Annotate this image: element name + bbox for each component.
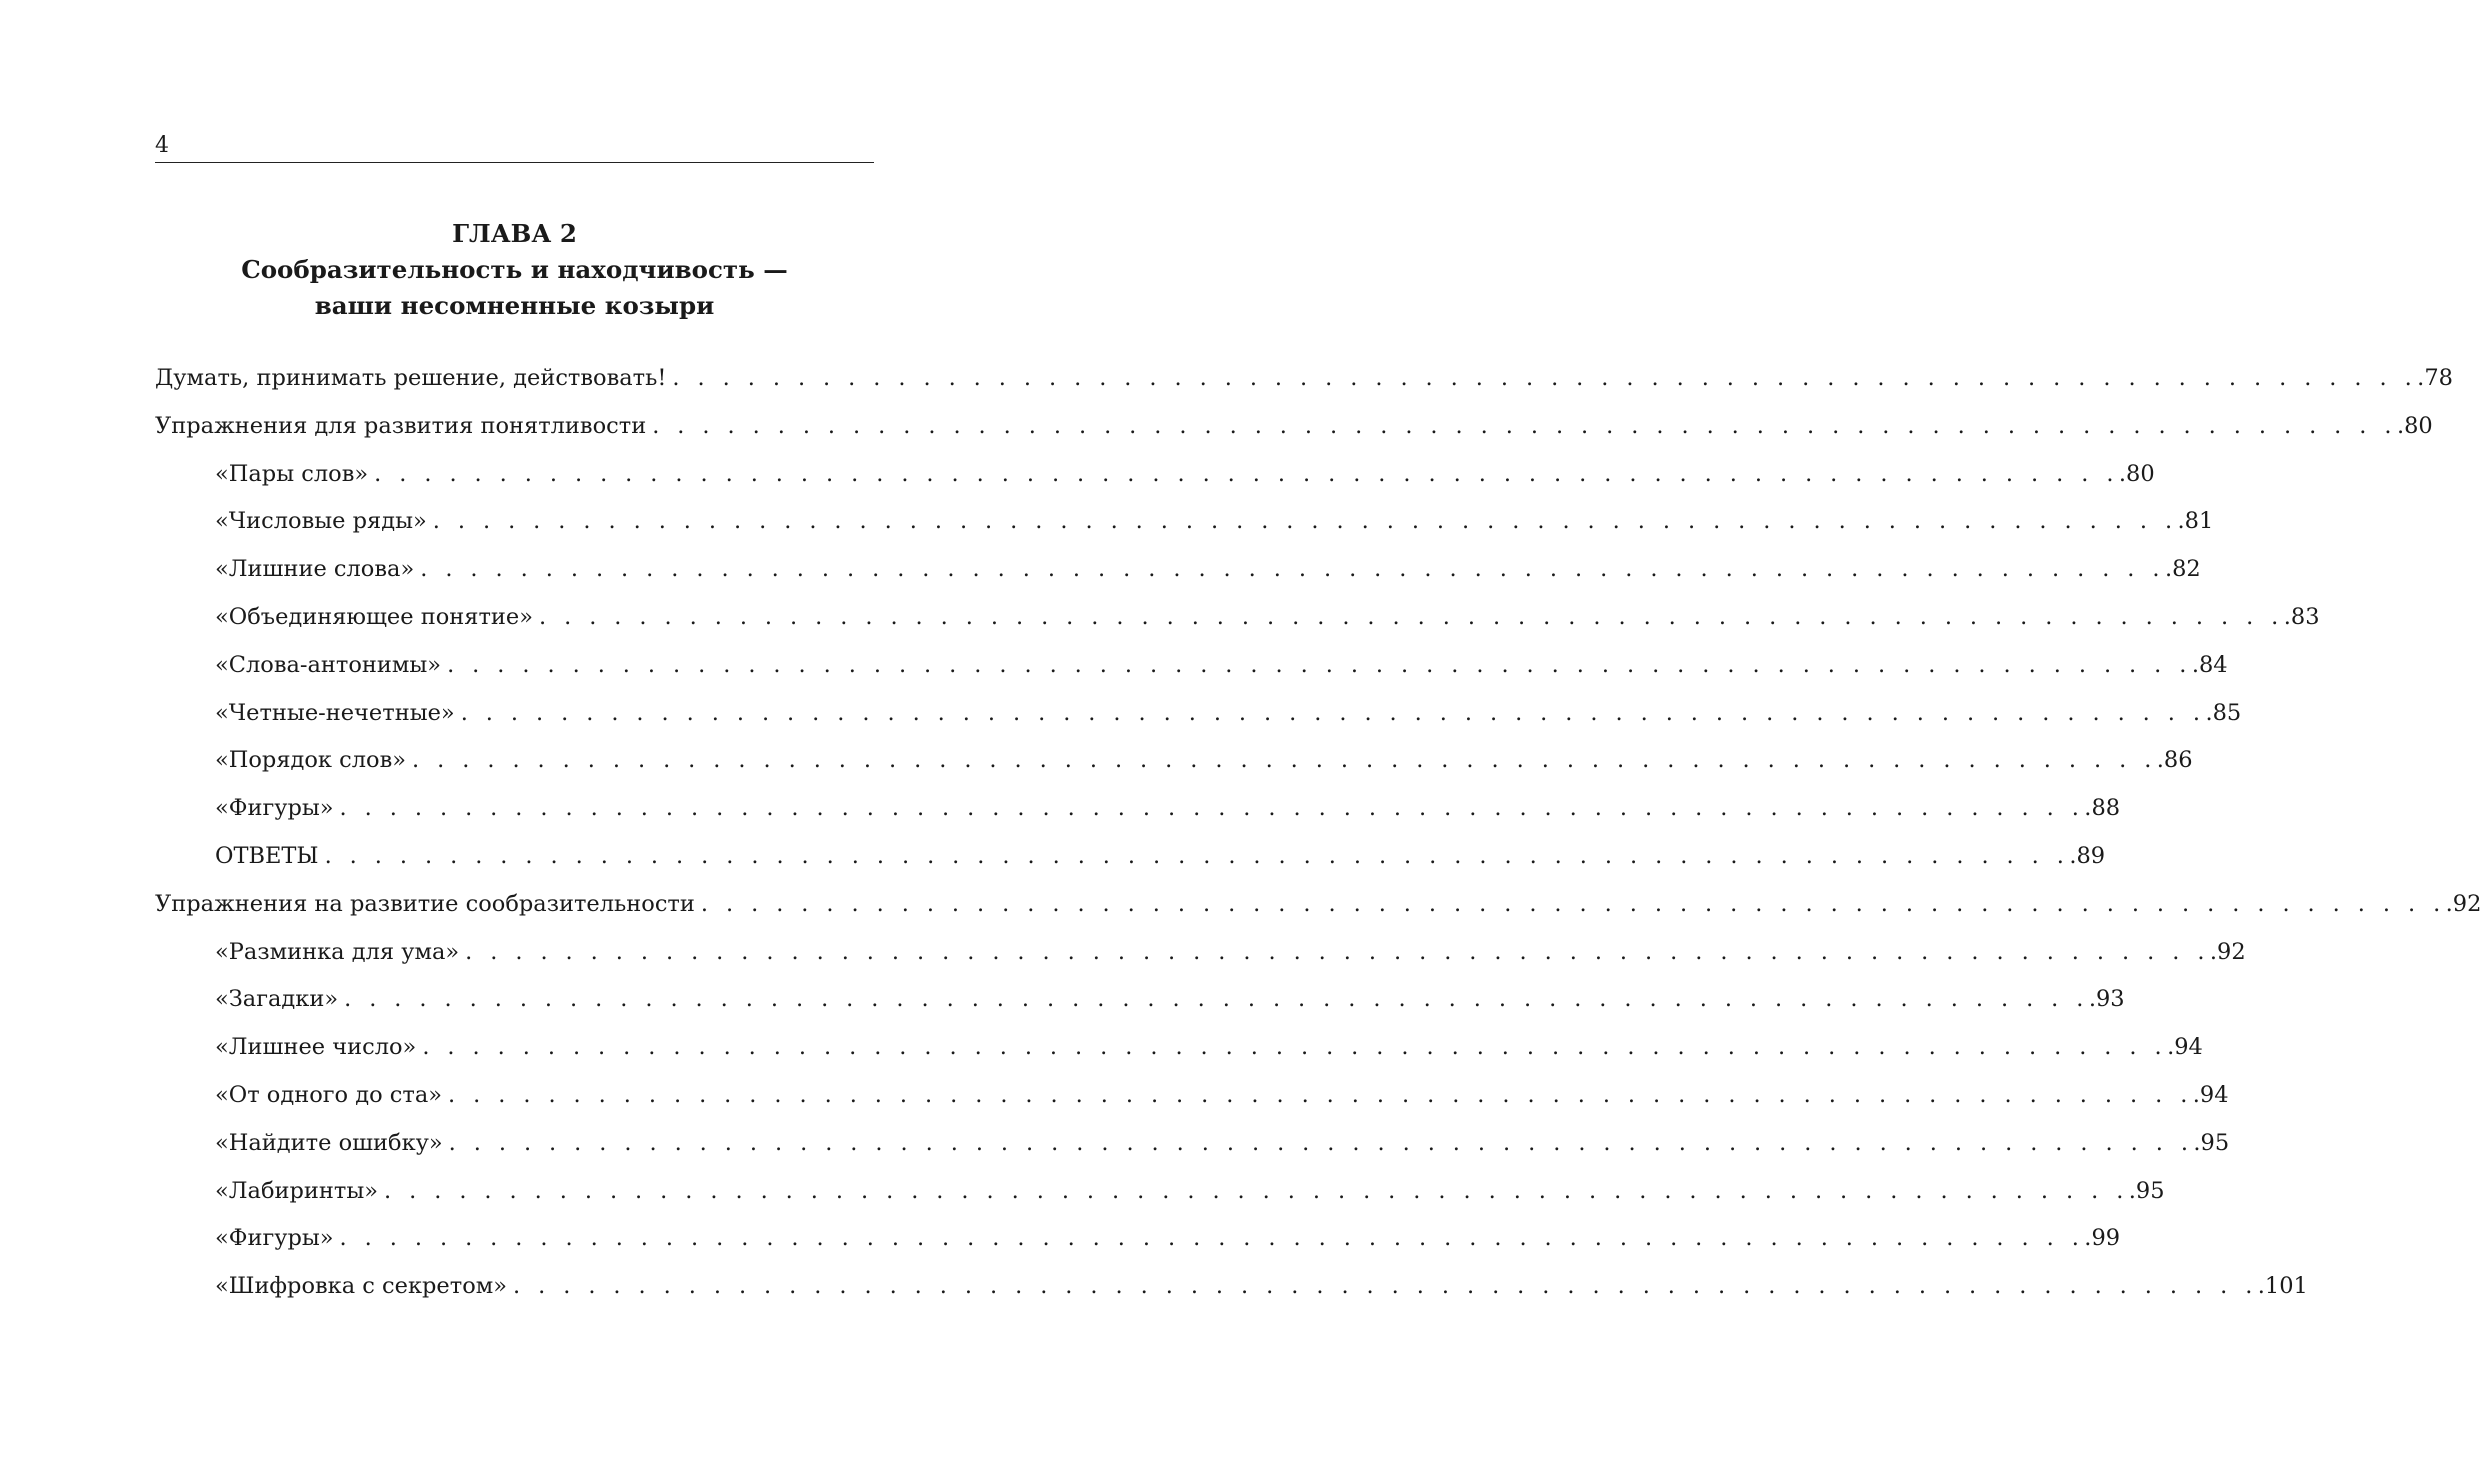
toc-entry-page: .99 [2084, 1225, 2121, 1252]
toc-entry-title: «От одного до ста» [215, 1081, 443, 1108]
toc-entry [155, 737, 2193, 785]
toc-entry [155, 1072, 2229, 1120]
toc-entry [155, 976, 2125, 1024]
toc-entry [155, 1120, 2230, 1168]
toc-entry-page: .78 [2417, 365, 2453, 391]
toc-entry-page: .94 [2192, 1081, 2229, 1108]
toc-entry-title: «Фигуры» [215, 1225, 334, 1252]
toc-entry-title: Упражнения для развития понятливости [155, 412, 647, 439]
toc-entry-title: «Разминка для ума» [215, 938, 460, 965]
toc-leader-dots: . . . . . . . . . . . . . . . . . . . . . . . . . . . . . . . . . . . . . . . . . . . . . . . . . . . . . . . . . . . . . . . . . . . . . . [324, 842, 2070, 869]
toc-entry-page: .93 [2088, 986, 2125, 1013]
toc-leader-dots: . . . . . . . . . . . . . . . . . . . . . . . . . . . . . . . . . . . . . . . . . . . . . . . . . . . . . . . . . . . . . . . . . . . . . . [384, 1177, 2129, 1204]
toc-entry-title: «Найдите ошибку» [215, 1129, 443, 1156]
chapter-title-line-1: Сообразительность и находчивость — [241, 255, 788, 284]
toc-leader-dots: . . . . . . . . . . . . . . . . . . . . . . . . . . . . . . . . . . . . . . . . . . . . . . . . . . . . . . . . . . . . . . . . . . . . . . [448, 1129, 2194, 1156]
toc-entry [155, 403, 2433, 451]
toc-leader-dots: . . . . . . . . . . . . . . . . . . . . . . . . . . . . . . . . . . . . . . . . . . . . . . . . . . . . . . . . . . . . . . . . . . . . . . [672, 365, 2418, 391]
toc-entry-page: .86 [2156, 747, 2193, 774]
toc-entry-page: .89 [2069, 842, 2106, 869]
toc-entry [155, 1215, 2121, 1263]
toc-entry-title: «Фигуры» [215, 795, 334, 822]
toc-entry-page: .95 [2128, 1177, 2165, 1204]
toc-entry [155, 642, 2228, 690]
toc-entry [155, 881, 2481, 929]
toc-entry-page: .92 [2209, 938, 2246, 965]
toc-leader-dots: . . . . . . . . . . . . . . . . . . . . . . . . . . . . . . . . . . . . . . . . . . . . . . . . . . . . . . . . . . . . . . . . . . . . . . [339, 795, 2085, 822]
chapter-title-line-2: ваши несомненные козыри [314, 291, 715, 320]
toc-entry-title: ОТВЕТЫ [215, 842, 319, 869]
toc-leader-dots: . . . . . . . . . . . . . . . . . . . . . . . . . . . . . . . . . . . . . . . . . . . . . . . . . . . . . . . . . . . . . . . . . . . . . . [339, 1225, 2085, 1252]
toc-entry-page: .80 [2396, 412, 2433, 439]
toc-entry-title: «Порядок слов» [215, 747, 407, 774]
toc-entry [155, 451, 2155, 499]
toc-leader-dots: . . . . . . . . . . . . . . . . . . . . . . . . . . . . . . . . . . . . . . . . . . . . . . . . . . . . . . . . . . . . . . . . . . . . . . [412, 747, 2157, 774]
toc-entry [155, 594, 2320, 642]
toc-entry [155, 546, 2201, 594]
toc-entry-page: .92 [2445, 890, 2481, 917]
toc-leader-dots: . . . . . . . . . . . . . . . . . . . . . . . . . . . . . . . . . . . . . . . . . . . . . . . . . . . . . . . . . . . . . . . . . . . . . . [420, 556, 2165, 583]
header-rule [155, 162, 874, 163]
page-number: 4 [155, 133, 169, 158]
toc-entry-page: .83 [2283, 603, 2320, 630]
toc-entry-page: .101 [2257, 1273, 2308, 1300]
toc-entry-title: Упражнения на развитие сообразительности [155, 890, 695, 917]
toc-entry [155, 833, 2106, 881]
toc-entry [155, 929, 2246, 977]
toc-leader-dots: . . . . . . . . . . . . . . . . . . . . . . . . . . . . . . . . . . . . . . . . . . . . . . . . . . . . . . . . . . . . . . . . . . . . . . [374, 460, 2119, 487]
toc-leader-dots: . . . . . . . . . . . . . . . . . . . . . . . . . . . . . . . . . . . . . . . . . . . . . . . . . . . . . . . . . . . . . . . . . . . . . . [432, 508, 2178, 535]
toc-entry-title: «Лабиринты» [215, 1177, 379, 1204]
toc-leader-dots: . . . . . . . . . . . . . . . . . . . . . . . . . . . . . . . . . . . . . . . . . . . . . . . . . . . . . . . . . . . . . . . . . . . . . . [465, 938, 2210, 965]
toc-entry-page: .95 [2193, 1129, 2230, 1156]
toc-leader-dots: . . . . . . . . . . . . . . . . . . . . . . . . . . . . . . . . . . . . . . . . . . . . . . . . . . . . . . . . . . . . . . . . . . . . . . [513, 1273, 2258, 1300]
toc-entry-page: .82 [2164, 556, 2201, 583]
toc-leader-dots: . . . . . . . . . . . . . . . . . . . . . . . . . . . . . . . . . . . . . . . . . . . . . . . . . . . . . . . . . . . . . . . . . . . . . . [700, 890, 2446, 917]
toc-entry-title: «Объединяющее понятие» [215, 603, 533, 630]
chapter-label: ГЛАВА 2 [452, 219, 577, 248]
toc-entry-page: .85 [2205, 699, 2242, 726]
toc-leader-dots: . . . . . . . . . . . . . . . . . . . . . . . . . . . . . . . . . . . . . . . . . . . . . . . . . . . . . . . . . . . . . . . . . . . . . . [447, 651, 2192, 678]
toc-entry-title: «Числовые ряды» [215, 508, 427, 535]
toc-entry [155, 355, 2453, 403]
toc-leader-dots: . . . . . . . . . . . . . . . . . . . . . . . . . . . . . . . . . . . . . . . . . . . . . . . . . . . . . . . . . . . . . . . . . . . . . . [652, 412, 2397, 439]
toc-entry [155, 690, 2242, 738]
toc-entry-title: «Лишнее число» [215, 1034, 417, 1061]
toc-entry-page: .84 [2191, 651, 2228, 678]
toc-entry [155, 785, 2121, 833]
toc-entry-title: «Шифровка с секретом» [215, 1273, 508, 1300]
chapter-heading [155, 216, 874, 324]
toc-entry-title: «Пары слов» [215, 460, 369, 487]
toc-entry-title: «Лишние слова» [215, 556, 415, 583]
toc-entry-page: .94 [2167, 1034, 2203, 1061]
toc-entry [155, 1168, 2165, 1216]
toc-entry-title: «Загадки» [215, 986, 339, 1013]
table-of-contents [155, 355, 2481, 1311]
toc-entry [155, 498, 2214, 546]
toc-entry-page: .81 [2177, 508, 2214, 535]
toc-entry [155, 1024, 2203, 1072]
toc-leader-dots: . . . . . . . . . . . . . . . . . . . . . . . . . . . . . . . . . . . . . . . . . . . . . . . . . . . . . . . . . . . . . . . . . . . . . . [344, 986, 2089, 1013]
toc-entry-title: «Четные-нечетные» [215, 699, 455, 726]
toc-entry-page: .80 [2118, 460, 2155, 487]
toc-entry-title: Думать, принимать решение, действовать! [155, 365, 667, 391]
toc-leader-dots: . . . . . . . . . . . . . . . . . . . . . . . . . . . . . . . . . . . . . . . . . . . . . . . . . . . . . . . . . . . . . . . . . . . . . . [422, 1034, 2168, 1061]
toc-entry [155, 1263, 2308, 1311]
toc-leader-dots: . . . . . . . . . . . . . . . . . . . . . . . . . . . . . . . . . . . . . . . . . . . . . . . . . . . . . . . . . . . . . . . . . . . . . . [538, 603, 2284, 630]
toc-leader-dots: . . . . . . . . . . . . . . . . . . . . . . . . . . . . . . . . . . . . . . . . . . . . . . . . . . . . . . . . . . . . . . . . . . . . . . [448, 1081, 2193, 1108]
toc-entry-page: .88 [2084, 795, 2121, 822]
toc-entry-title: «Слова-антонимы» [215, 651, 442, 678]
toc-leader-dots: . . . . . . . . . . . . . . . . . . . . . . . . . . . . . . . . . . . . . . . . . . . . . . . . . . . . . . . . . . . . . . . . . . . . . . [460, 699, 2206, 726]
